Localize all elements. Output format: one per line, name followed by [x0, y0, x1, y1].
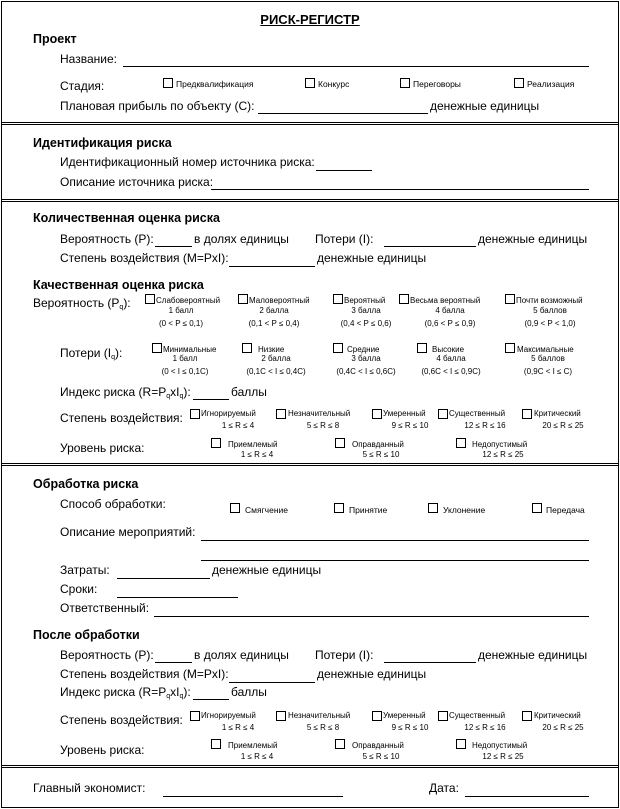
impact-checkbox[interactable] — [522, 409, 532, 419]
impact-checkbox[interactable] — [276, 409, 286, 419]
after-loss-field[interactable] — [384, 662, 476, 663]
probability-option-score: 4 балла — [435, 306, 465, 315]
after-risk-index-label: Индекс риска $(R=P_qxI_q)$: — [60, 685, 191, 700]
probability-option-name: Почти возможный — [516, 296, 583, 305]
probability-checkbox[interactable] — [238, 294, 248, 304]
loss-label: Потери (I): — [315, 232, 374, 246]
impact-option-name: Умеренный — [383, 711, 426, 720]
loss-option-range: (0,9C < I ≤ C) — [523, 367, 573, 376]
stage-option-label: Переговоры — [413, 79, 461, 89]
loss-option-score: 2 балла — [261, 354, 291, 363]
impact-option-name: Существенный — [449, 711, 506, 720]
loss-option-score: 3 балла — [351, 354, 381, 363]
measures-label: Описание мероприятий: — [60, 525, 196, 539]
loss-option-score: 1 балл — [172, 354, 198, 363]
date-field[interactable] — [465, 796, 589, 797]
impact-option-range: 5 ≤ R ≤ 8 — [306, 421, 340, 430]
stage-checkbox[interactable] — [400, 78, 410, 88]
after-probability-field[interactable] — [155, 662, 192, 663]
section-heading-quantitative: Количественная оценка риска — [33, 211, 220, 225]
planned-profit-field[interactable] — [258, 113, 428, 114]
after-impact-units: денежные единицы — [317, 667, 427, 681]
loss-checkbox[interactable] — [152, 343, 162, 353]
impact-option-name: Незначительный — [288, 711, 351, 720]
impact-option-name: Умеренный — [383, 409, 426, 418]
after-risk-index-field[interactable] — [193, 699, 229, 700]
project-name-field[interactable] — [123, 66, 589, 67]
after-probability-units: в долях единицы — [194, 648, 289, 662]
after-impact-degree-label: Степень воздействия: — [60, 713, 183, 727]
probability-label: Вероятность (P): — [60, 232, 154, 246]
risk-index-label: Индекс риска $(R=P_qxI_q)$: — [60, 385, 191, 400]
risk-level-checkbox[interactable] — [456, 438, 466, 448]
probability-field[interactable] — [155, 246, 192, 247]
risk-level-option-range: 5 ≤ R ≤ 10 — [362, 450, 400, 459]
risk-index-field[interactable] — [193, 399, 229, 400]
impact-checkbox[interactable] — [438, 711, 448, 721]
costs-field[interactable] — [117, 578, 210, 579]
section-heading-identification: Идентификация риска — [33, 136, 172, 150]
section-divider — [1, 463, 619, 466]
impact-option-range: 9 ≤ R ≤ 10 — [391, 723, 429, 732]
impact-checkbox[interactable] — [372, 711, 382, 721]
risk-level-option-range: 1 ≤ R ≤ 4 — [240, 450, 274, 459]
qual-loss-label: Потери $(I_q)$: — [60, 346, 123, 361]
terms-field[interactable] — [117, 597, 238, 598]
form-title: РИСК-РЕГИСТР — [260, 12, 360, 27]
probability-option-name: Слабовероятный — [156, 296, 221, 305]
costs-label: Затраты: — [60, 563, 110, 577]
stage-option-label: Конкурс — [318, 79, 350, 89]
impact-option-range: 1 ≤ R ≤ 4 — [221, 723, 255, 732]
source-desc-field[interactable] — [211, 189, 589, 190]
chief-economist-label: Главный экономист: — [33, 781, 146, 795]
probability-option-name: Весьма вероятный — [410, 296, 481, 305]
impact-option-range: 20 ≤ R ≤ 25 — [542, 723, 584, 732]
risk-level-label: Уровень риска: — [60, 441, 145, 455]
section-heading-qualitative: Качественная оценка риска — [33, 278, 204, 292]
loss-field[interactable] — [384, 246, 476, 247]
source-id-field[interactable] — [316, 170, 372, 171]
measures-field[interactable] — [201, 540, 589, 541]
project-name-label: Название: — [60, 52, 117, 66]
loss-units: денежные единицы — [478, 232, 588, 246]
impact-option-name: Критический — [534, 711, 581, 720]
after-loss-label: Потери (I): — [315, 648, 374, 662]
planned-profit-label: Плановая прибыль по объекту (С): — [60, 99, 255, 113]
loss-option-name: Минимальные — [163, 345, 217, 354]
loss-checkbox[interactable] — [505, 343, 515, 353]
treatment-method-label: Способ обработки: — [60, 497, 166, 511]
risk-level-option-name: Оправданный — [352, 741, 404, 750]
date-label: Дата: — [429, 781, 459, 795]
risk-level-option-name: Оправданный — [352, 440, 404, 449]
treatment-method-checkbox[interactable] — [532, 503, 542, 513]
probability-option-range: (0,4 < P ≤ 0,6) — [340, 319, 392, 328]
risk-level-option-name: Приемлемый — [228, 440, 278, 449]
responsible-field[interactable] — [154, 616, 589, 617]
treatment-method-option: Смягчение — [245, 505, 289, 515]
treatment-method-option: Передача — [546, 505, 585, 515]
loss-checkbox[interactable] — [242, 343, 252, 353]
impact-option-range: 20 ≤ R ≤ 25 — [542, 421, 584, 430]
section-heading-treatment: Обработка риска — [33, 477, 139, 491]
measures-field-line2[interactable] — [201, 560, 589, 561]
impact-option-range: 1 ≤ R ≤ 4 — [221, 421, 255, 430]
loss-option-range: (0 < I ≤ 0,1C) — [161, 367, 209, 376]
loss-option-name: Низкие — [258, 345, 285, 354]
probability-option-range: (0,9 < P < 1,0) — [524, 319, 576, 328]
chief-economist-field[interactable] — [163, 796, 343, 797]
risk-level-option-range: 5 ≤ R ≤ 10 — [362, 752, 400, 761]
impact-option-name: Игнорируемый — [201, 711, 256, 720]
impact-option-range: 12 ≤ R ≤ 16 — [464, 723, 506, 732]
section-divider — [1, 765, 619, 768]
loss-option-name: Высокие — [432, 345, 465, 354]
after-loss-units: денежные единицы — [478, 648, 588, 662]
impact-option-name: Игнорируемый — [201, 409, 256, 418]
risk-level-checkbox[interactable] — [335, 739, 345, 749]
loss-option-range: (0,6C < I ≤ 0,9C) — [421, 367, 481, 376]
responsible-label: Ответственный: — [60, 601, 150, 615]
probability-checkbox[interactable] — [145, 294, 155, 304]
probability-checkbox[interactable] — [333, 294, 343, 304]
impact-label: Степень воздействия (M=PxI): — [60, 251, 229, 265]
risk-level-option-name: Приемлемый — [228, 741, 278, 750]
qual-probability-label: Вероятность $(P_q)$: — [33, 296, 131, 311]
after-probability-label: Вероятность (P): — [60, 648, 154, 662]
probability-checkbox[interactable] — [399, 294, 409, 304]
risk-level-checkbox[interactable] — [211, 739, 221, 749]
probability-option-score: 3 балла — [351, 306, 381, 315]
loss-option-score: 4 балла — [436, 354, 466, 363]
probability-option-score: 1 балл — [168, 306, 194, 315]
probability-option-score: 5 баллов — [533, 306, 567, 315]
section-divider — [1, 122, 619, 125]
impact-option-range: 9 ≤ R ≤ 10 — [391, 421, 429, 430]
probability-option-score: 2 балла — [259, 306, 289, 315]
loss-option-score: 5 баллов — [531, 354, 565, 363]
impact-option-name: Существенный — [449, 409, 506, 418]
impact-option-name: Незначительный — [288, 409, 351, 418]
risk-level-checkbox[interactable] — [211, 438, 221, 448]
stage-option-label: Реализация — [527, 79, 575, 89]
loss-option-range: (0,1C < I ≤ 0,4C) — [246, 367, 306, 376]
section-heading-after: После обработки — [33, 628, 140, 642]
risk-level-checkbox[interactable] — [335, 438, 345, 448]
probability-option-range: (0 < P ≤ 0,1) — [158, 319, 204, 328]
section-divider — [1, 199, 619, 202]
probability-option-range: (0,1 < P ≤ 0,4) — [248, 319, 300, 328]
probability-option-name: Вероятный — [344, 296, 386, 305]
risk-level-option-name: Недопустимый — [472, 741, 528, 750]
risk-level-option-range: 1 ≤ R ≤ 4 — [240, 752, 274, 761]
treatment-method-checkbox[interactable] — [230, 503, 240, 513]
impact-checkbox[interactable] — [276, 711, 286, 721]
loss-option-name: Максимальные — [517, 345, 574, 354]
stage-checkbox[interactable] — [305, 78, 315, 88]
impact-units: денежные единицы — [317, 251, 427, 265]
after-risk-level-label: Уровень риска: — [60, 743, 145, 757]
section-heading-project: Проект — [33, 32, 77, 46]
after-impact-label: Степень воздействия (M=PxI): — [60, 667, 229, 681]
source-desc-label: Описание источника риска: — [60, 175, 214, 189]
after-impact-field[interactable] — [229, 682, 315, 683]
treatment-method-option: Принятие — [349, 505, 388, 515]
treatment-method-option: Уклонение — [443, 505, 486, 515]
probability-checkbox[interactable] — [505, 294, 515, 304]
risk-level-checkbox[interactable] — [456, 739, 466, 749]
impact-option-name: Критический — [534, 409, 581, 418]
probability-units: в долях единицы — [194, 232, 289, 246]
stage-checkbox[interactable] — [514, 78, 524, 88]
risk-level-option-range: 12 ≤ R ≤ 25 — [482, 450, 524, 459]
treatment-method-checkbox[interactable] — [428, 503, 438, 513]
profit-units: денежные единицы — [430, 99, 540, 113]
costs-units: денежные единицы — [212, 563, 322, 577]
impact-option-range: 5 ≤ R ≤ 8 — [306, 723, 340, 732]
impact-checkbox[interactable] — [438, 409, 448, 419]
loss-option-name: Средние — [347, 345, 380, 354]
impact-checkbox[interactable] — [522, 711, 532, 721]
probability-option-range: (0,6 < P ≤ 0,9) — [424, 319, 476, 328]
impact-degree-label: Степень воздействия: — [60, 411, 183, 425]
impact-field[interactable] — [229, 266, 315, 267]
stage-option-label: Предквалификация — [176, 79, 254, 89]
risk-level-option-range: 12 ≤ R ≤ 25 — [482, 752, 524, 761]
risk-index-units: баллы — [231, 385, 267, 399]
loss-option-range: (0,4C < I ≤ 0,6C) — [336, 367, 396, 376]
impact-option-range: 12 ≤ R ≤ 16 — [464, 421, 506, 430]
impact-checkbox[interactable] — [190, 409, 200, 419]
stage-checkbox[interactable] — [163, 78, 173, 88]
loss-checkbox[interactable] — [417, 343, 427, 353]
source-id-label: Идентификационный номер источника риска: — [60, 155, 315, 169]
loss-checkbox[interactable] — [333, 343, 343, 353]
after-risk-index-units: баллы — [231, 685, 267, 699]
impact-checkbox[interactable] — [190, 711, 200, 721]
treatment-method-checkbox[interactable] — [334, 503, 344, 513]
terms-label: Сроки: — [60, 582, 98, 596]
impact-checkbox[interactable] — [372, 409, 382, 419]
stage-label: Стадия: — [60, 79, 105, 93]
probability-option-name: Маловероятный — [249, 296, 310, 305]
risk-level-option-name: Недопустимый — [472, 440, 528, 449]
